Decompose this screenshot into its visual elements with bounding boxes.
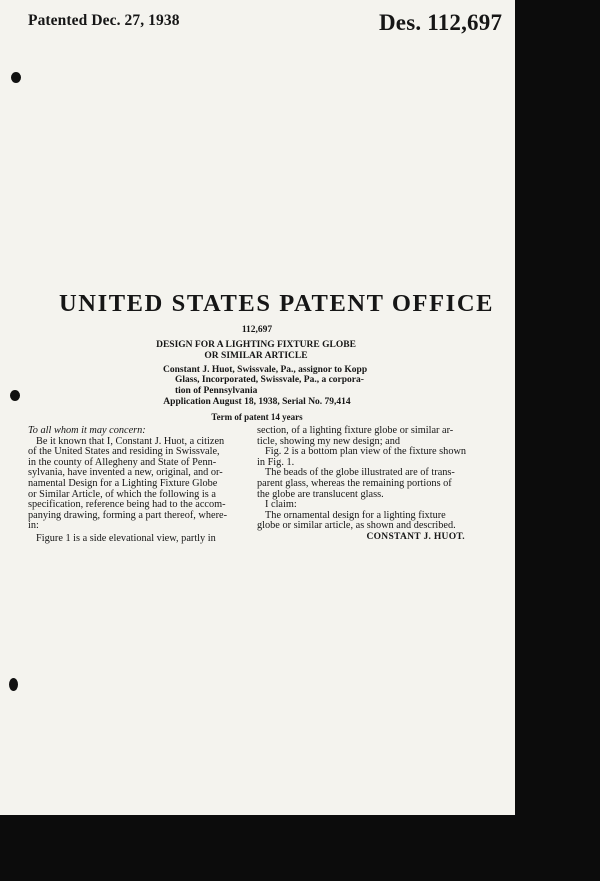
inventor-line: Constant J. Huot, Swissvale, Pa., assignor to Kopp xyxy=(163,365,368,375)
text-line: I claim: xyxy=(265,499,297,511)
inventor-line: Glass, Incorporated, Swissvale, Pa., a corpora- xyxy=(175,375,364,386)
inventor-line: tion of Pennsylvania xyxy=(175,385,258,396)
patented-date: Patented Dec. 27, 1938 xyxy=(28,12,180,29)
text-line: The ornamental design for a lighting fixture xyxy=(265,509,446,521)
text-line: in the county of Allegheny and State of Penn- xyxy=(28,456,217,468)
punch-hole-bottom xyxy=(9,678,18,691)
text-line: or Similar Article, of which the following is a xyxy=(28,488,216,500)
text-line: parent glass, whereas the remaining portions of xyxy=(257,477,452,489)
text-line: ticle, showing my new design; and xyxy=(257,435,400,447)
text-line: panying drawing, forming a part thereof, where- xyxy=(28,509,227,521)
scan-border-right xyxy=(515,0,600,881)
design-number: Des. 112,697 xyxy=(379,10,503,35)
design-title xyxy=(120,340,392,361)
design-title-line: OR SIMILAR ARTICLE xyxy=(204,350,308,361)
application-line: Application August 18, 1938, Serial No. 79,414 xyxy=(163,397,351,407)
design-title-line: DESIGN FOR A LIGHTING FIXTURE GLOBE xyxy=(156,340,356,350)
text-line: The beads of the globe illustrated are of trans- xyxy=(265,467,455,479)
term-line: Term of patent 14 years xyxy=(211,412,303,422)
patent-number: 112,697 xyxy=(241,325,273,335)
office-heading: UNITED STATES PATENT OFFICE xyxy=(59,290,495,317)
text-line: Be it known that I, Constant J. Huot, a citizen xyxy=(36,435,225,447)
text-line: the globe are translucent glass. xyxy=(257,488,384,500)
signature: CONSTANT J. HUOT. xyxy=(366,531,465,542)
text-line: section, of a lighting fixture globe or similar ar- xyxy=(257,425,454,436)
salutation: To all whom it may concern: xyxy=(28,425,146,436)
text-line: in: xyxy=(28,520,39,532)
text-line: namental Design for a Lighting Fixture Globe xyxy=(28,477,218,489)
text-line: sylvania, have invented a new, original, and or- xyxy=(28,467,223,479)
punch-hole-top xyxy=(11,72,21,83)
scan-border-bottom xyxy=(0,815,600,881)
text-line: of the United States and residing in Swissvale, xyxy=(28,446,220,458)
text-line: Figure 1 is a side elevational view, partly in xyxy=(36,532,216,544)
right-text-column xyxy=(257,426,477,543)
text-line: in Fig. 1. xyxy=(257,456,295,468)
text-line: specification, reference being had to the accom- xyxy=(28,499,226,511)
inventor-block xyxy=(163,365,408,396)
text-line: globe or similar article, as shown and described. xyxy=(257,520,456,532)
left-text-column xyxy=(28,426,253,545)
text-line: Fig. 2 is a bottom plan view of the fixture shown xyxy=(265,446,467,458)
